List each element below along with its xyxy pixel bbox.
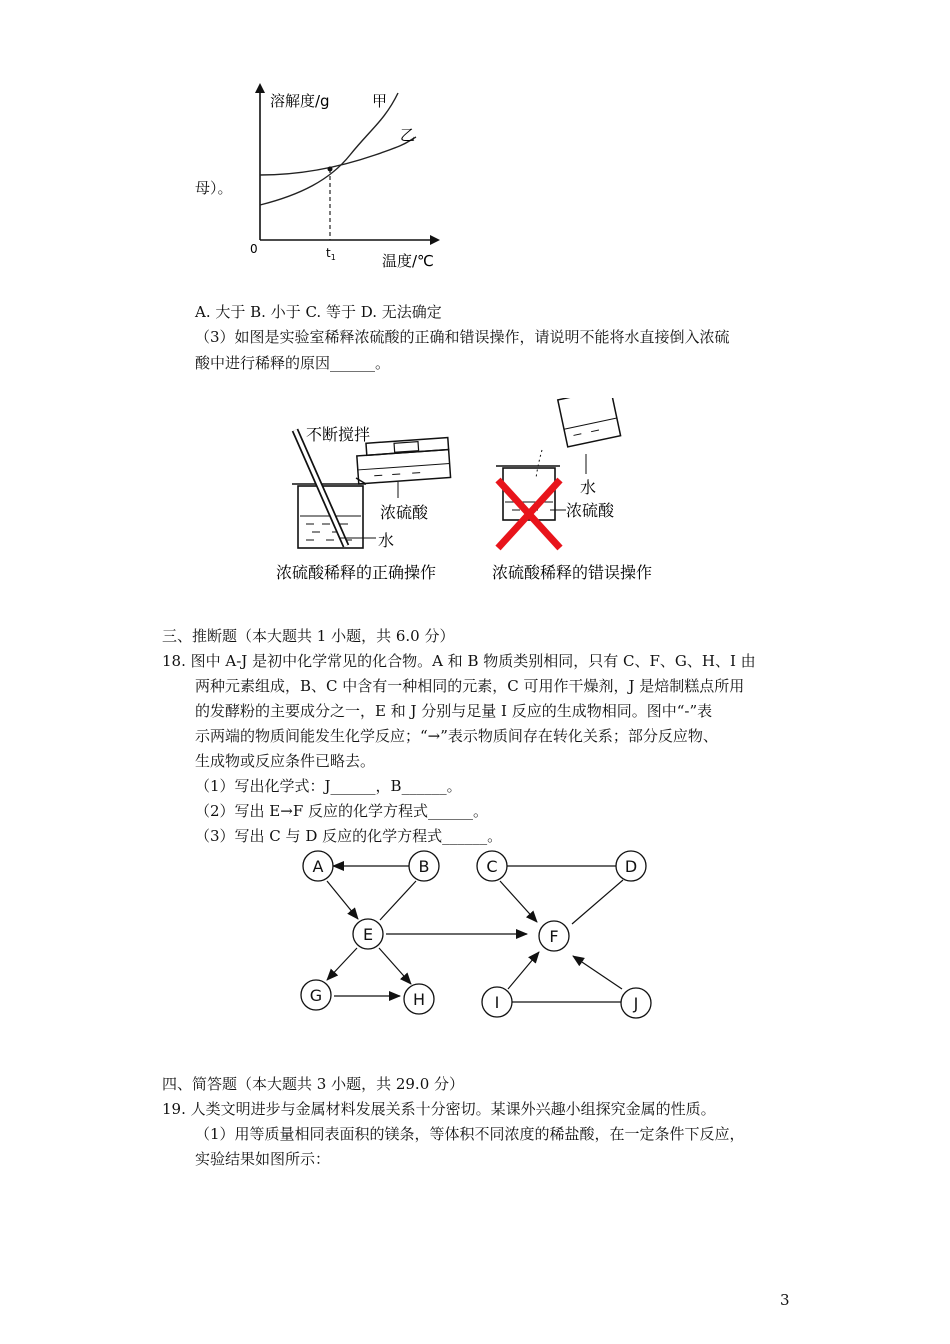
edge-j-to-f [573, 956, 622, 989]
x-axis-label: 温度/℃ [382, 252, 434, 270]
q18-line5: 生成物或反应条件已略去。 [195, 752, 376, 770]
q18-line2: 两种元素组成，B、C 中含有一种相同的元素，C 可用作干燥剂，J 是焙制糕点所用 [195, 677, 745, 695]
node-f-label: F [549, 927, 559, 946]
intersection-point [328, 167, 333, 172]
edge-a-to-e [327, 881, 358, 919]
t1-label: $t_1$ [326, 246, 336, 262]
q19-line2: （1）用等质量相同表面积的镁条，等体积不同浓度的稀盐酸，在一定条件下反应， [195, 1125, 745, 1143]
edge-i-to-f [508, 952, 539, 989]
q18-line3: 的发酵粉的主要成分之一，E 和 J 分别与足量 I 反应的生成物相同。图中“-”表 [195, 702, 713, 720]
origin-label: 0 [250, 242, 258, 256]
q18-line4: 示两端的物质间能发生化学反应；“→”表示物质间存在转化关系；部分反应物、 [195, 727, 718, 745]
caption-correct: 浓硫酸稀释的正确操作 [276, 563, 437, 582]
q18-line1: 18. 图中 A-J 是初中化学常见的化合物。A 和 B 物质类别相同，只有 C、F、G、H、I 由 [162, 652, 756, 670]
curve-yi [260, 137, 416, 175]
solubility-graph [240, 75, 460, 275]
node-i-label: I [494, 993, 500, 1012]
q3-text-line2: 酸中进行稀释的原因______。 [195, 354, 391, 372]
node-d-label: D [624, 857, 638, 876]
question-tail-text: 母）。 [195, 179, 233, 197]
q19-line1: 19. 人类文明进步与金属材料发展关系十分密切。某课外兴趣小组探究金属的性质。 [162, 1100, 716, 1118]
section3-heading: 三、推断题（本大题共 1 小题，共 6.0 分） [162, 627, 455, 645]
water-beaker [558, 398, 621, 447]
q18-sub3: （3）写出 C 与 D 反应的化学方程式______。 [195, 827, 503, 845]
q18-sub1: （1）写出化学式：J______，B______。 [195, 777, 462, 795]
curve-yi-label: 乙 [400, 126, 416, 144]
q19-line3: 实验结果如图所示： [195, 1150, 331, 1168]
acid-label-right: 浓硫酸 [566, 501, 615, 520]
edge-d-f [572, 880, 623, 924]
acid-label-left: 浓硫酸 [380, 503, 429, 522]
water-label-right: 水 [580, 478, 597, 497]
page-number: 3 [780, 1291, 790, 1309]
caption-wrong: 浓硫酸稀释的错误操作 [492, 563, 653, 582]
curve-jia-label: 甲 [372, 92, 388, 110]
stir-label: 不断搅拌 [306, 425, 371, 444]
y-axis-label: 溶解度/g [270, 92, 330, 110]
edge-e-to-g [327, 948, 357, 980]
edge-c-to-f [500, 881, 537, 922]
q18-sub2: （2）写出 E→F 反应的化学方程式______。 [195, 802, 489, 820]
dilution-illustration [270, 398, 690, 590]
node-h-label: H [412, 990, 426, 1009]
q3-text-line1: （3）如图是实验室稀释浓硫酸的正确和错误操作，请说明不能将水直接倒入浓硫 [195, 328, 730, 346]
wrong-operation-figure [492, 398, 652, 582]
node-a-label: A [312, 857, 324, 876]
relation-diagram [290, 846, 660, 1026]
edge-e-to-h [379, 948, 411, 984]
node-e-label: E [362, 925, 374, 944]
water-label-left: 水 [378, 531, 395, 550]
section4-heading: 四、简答题（本大题共 3 小题，共 29.0 分） [162, 1075, 465, 1093]
node-j-label: J [633, 994, 639, 1013]
correct-operation-figure [276, 425, 451, 582]
node-g-label: G [309, 986, 323, 1005]
acid-bottle [356, 438, 451, 484]
node-b-label: B [418, 857, 430, 876]
answer-options: A. 大于 B. 小于 C. 等于 D. 无法确定 [195, 303, 442, 321]
node-c-label: C [486, 857, 498, 876]
edge-b-e [380, 881, 416, 920]
